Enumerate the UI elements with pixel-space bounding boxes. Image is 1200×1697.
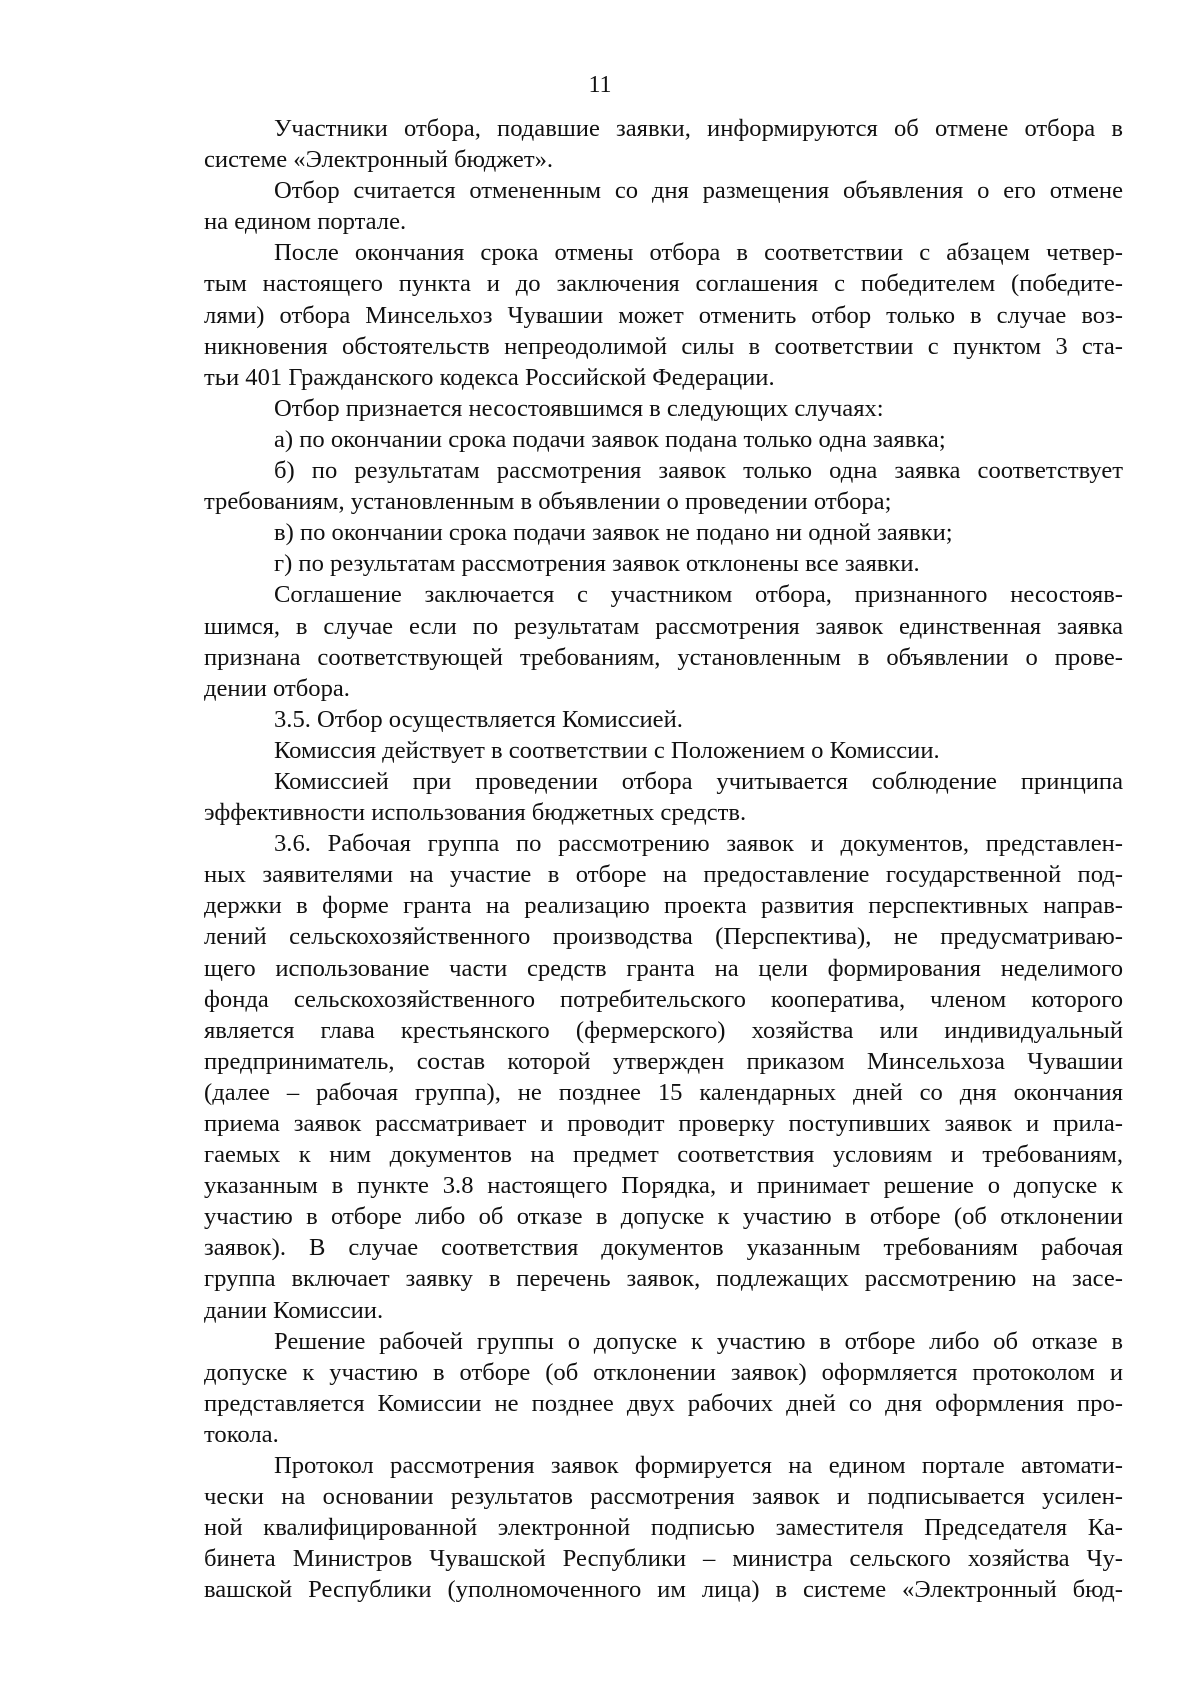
paragraph bbox=[204, 175, 1123, 237]
paragraph bbox=[204, 1326, 1123, 1450]
text-line: г) по результатам рассмотрения заявок отклонены все заявки. bbox=[274, 550, 920, 578]
text-line: вашской Республики (уполномоченного им лица) в системе «Электронный бюд- bbox=[204, 1576, 1123, 1604]
text-line: участию в отборе либо об отказе в допуске к участию в отборе (об отклонении bbox=[204, 1203, 1123, 1231]
text-line: гаемых к ним документов на предмет соответствия условиям и требованиям, bbox=[204, 1141, 1123, 1169]
text-line: в) по окончании срока подачи заявок не подано ни одной заявки; bbox=[274, 519, 953, 547]
text-line: ных заявителями на участие в отборе на предоставление государственной под- bbox=[204, 861, 1123, 889]
page-number: 11 bbox=[588, 72, 612, 98]
text-line: Участники отбора, подавшие заявки, информируются об отмене отбора в bbox=[274, 115, 1123, 142]
paragraph bbox=[204, 113, 1123, 175]
text-line: б) по результатам рассмотрения заявок только одна заявка соответствует bbox=[274, 457, 1123, 485]
text-line: тьи 401 Гражданского кодекса Российской Федерации. bbox=[204, 363, 775, 391]
text-line: шимся, в случае если по результатам рассмотрения заявок единственная заявка bbox=[204, 612, 1123, 640]
text-line: Комиссией при проведении отбора учитывается соблюдение принципа bbox=[274, 767, 1123, 795]
text-line: лями) отбора Минсельхоз Чувашии может отменить отбор только в случае воз- bbox=[204, 301, 1123, 329]
text-line: системе «Электронный бюджет». bbox=[204, 146, 554, 174]
paragraph bbox=[204, 1450, 1123, 1605]
text-line: допуске к участию в отборе (об отклонении заявок) оформляется протоколом и bbox=[204, 1358, 1123, 1386]
text-line: ной квалифицированной электронной подписью заместителя Председателя Ка- bbox=[204, 1514, 1123, 1542]
text-line: является глава крестьянского (фермерского) хозяйства или индивидуальный bbox=[204, 1016, 1123, 1044]
text-line: никновения обстоятельств непреодолимой силы в соответствии с пунктом 3 ста- bbox=[204, 332, 1123, 360]
text-line: Отбор признается несостоявшимся в следующих случаях: bbox=[274, 394, 884, 422]
paragraph bbox=[204, 579, 1123, 703]
text-line: дении отбора. bbox=[204, 674, 350, 702]
text-line: Комиссия действует в соответствии с Положением о Комиссии. bbox=[274, 736, 940, 764]
paragraph bbox=[204, 548, 1123, 579]
text-line: Решение рабочей группы о допуске к участию в отборе либо об отказе в bbox=[274, 1327, 1123, 1355]
document-body bbox=[204, 113, 1123, 1606]
paragraph bbox=[204, 828, 1123, 1326]
text-line: предприниматель, состав которой утвержден приказом Минсельхоза Чувашии bbox=[204, 1047, 1123, 1075]
paragraph bbox=[204, 393, 1123, 424]
text-line: дании Комиссии. bbox=[204, 1296, 384, 1324]
text-line: Соглашение заключается с участником отбора, признанного несостояв- bbox=[274, 581, 1123, 609]
text-line: лений сельскохозяйственного производства (Перспектива), не предусматриваю- bbox=[204, 923, 1123, 951]
text-line: признана соответствующей требованиям, установленным в объявлении о прове- bbox=[204, 643, 1123, 671]
text-line: а) по окончании срока подачи заявок подана только одна заявка; bbox=[274, 425, 946, 453]
text-line: фонда сельскохозяйственного потребительского кооператива, членом которого bbox=[204, 985, 1123, 1013]
text-line: бинета Министров Чувашской Республики – министра сельского хозяйства Чу- bbox=[204, 1545, 1123, 1573]
text-line: представляется Комиссии не позднее двух рабочих дней со дня оформления про- bbox=[204, 1389, 1123, 1417]
text-line: 3.5. Отбор осуществляется Комиссией. bbox=[274, 705, 683, 733]
text-line: указанным в пункте 3.8 настоящего Порядка, и принимает решение о допуске к bbox=[204, 1172, 1123, 1200]
text-line: эффективности использования бюджетных средств. bbox=[204, 799, 747, 827]
paragraph bbox=[204, 237, 1123, 392]
text-line: заявок). В случае соответствия документов указанным требованиям рабочая bbox=[204, 1234, 1123, 1262]
paragraph bbox=[204, 735, 1123, 766]
text-line: После окончания срока отмены отбора в соответствии с абзацем четвер- bbox=[274, 239, 1123, 267]
paragraph bbox=[204, 766, 1123, 828]
text-line: щего использование части средств гранта на цели формирования неделимого bbox=[204, 954, 1123, 982]
paragraph bbox=[204, 424, 1123, 455]
text-line: тым настоящего пункта и до заключения соглашения с победителем (победите- bbox=[204, 270, 1123, 298]
text-line: (далее – рабочая группа), не позднее 15 календарных дней со дня окончания bbox=[204, 1078, 1123, 1106]
text-line: 3.6. Рабочая группа по рассмотрению заявок и документов, представлен- bbox=[274, 830, 1123, 858]
text-line: приема заявок рассматривает и проводит проверку поступивших заявок и прила- bbox=[204, 1110, 1123, 1137]
paragraph bbox=[204, 455, 1123, 517]
text-line: токола. bbox=[204, 1420, 279, 1448]
text-line: группа включает заявку в перечень заявок, подлежащих рассмотрению на засе- bbox=[204, 1265, 1123, 1293]
text-line: требованиям, установленным в объявлении о проведении отбора; bbox=[204, 488, 892, 516]
text-line: Протокол рассмотрения заявок формируется на едином портале автомати- bbox=[274, 1452, 1123, 1480]
text-line: Отбор считается отмененным со дня размещения объявления о его отмене bbox=[274, 177, 1123, 205]
paragraph bbox=[204, 704, 1123, 735]
paragraph bbox=[204, 517, 1123, 548]
text-line: держки в форме гранта на реализацию проекта развития перспективных направ- bbox=[204, 892, 1123, 920]
text-line: чески на основании результатов рассмотрения заявок и подписывается усилен- bbox=[204, 1483, 1123, 1511]
text-line: на едином портале. bbox=[204, 208, 407, 236]
